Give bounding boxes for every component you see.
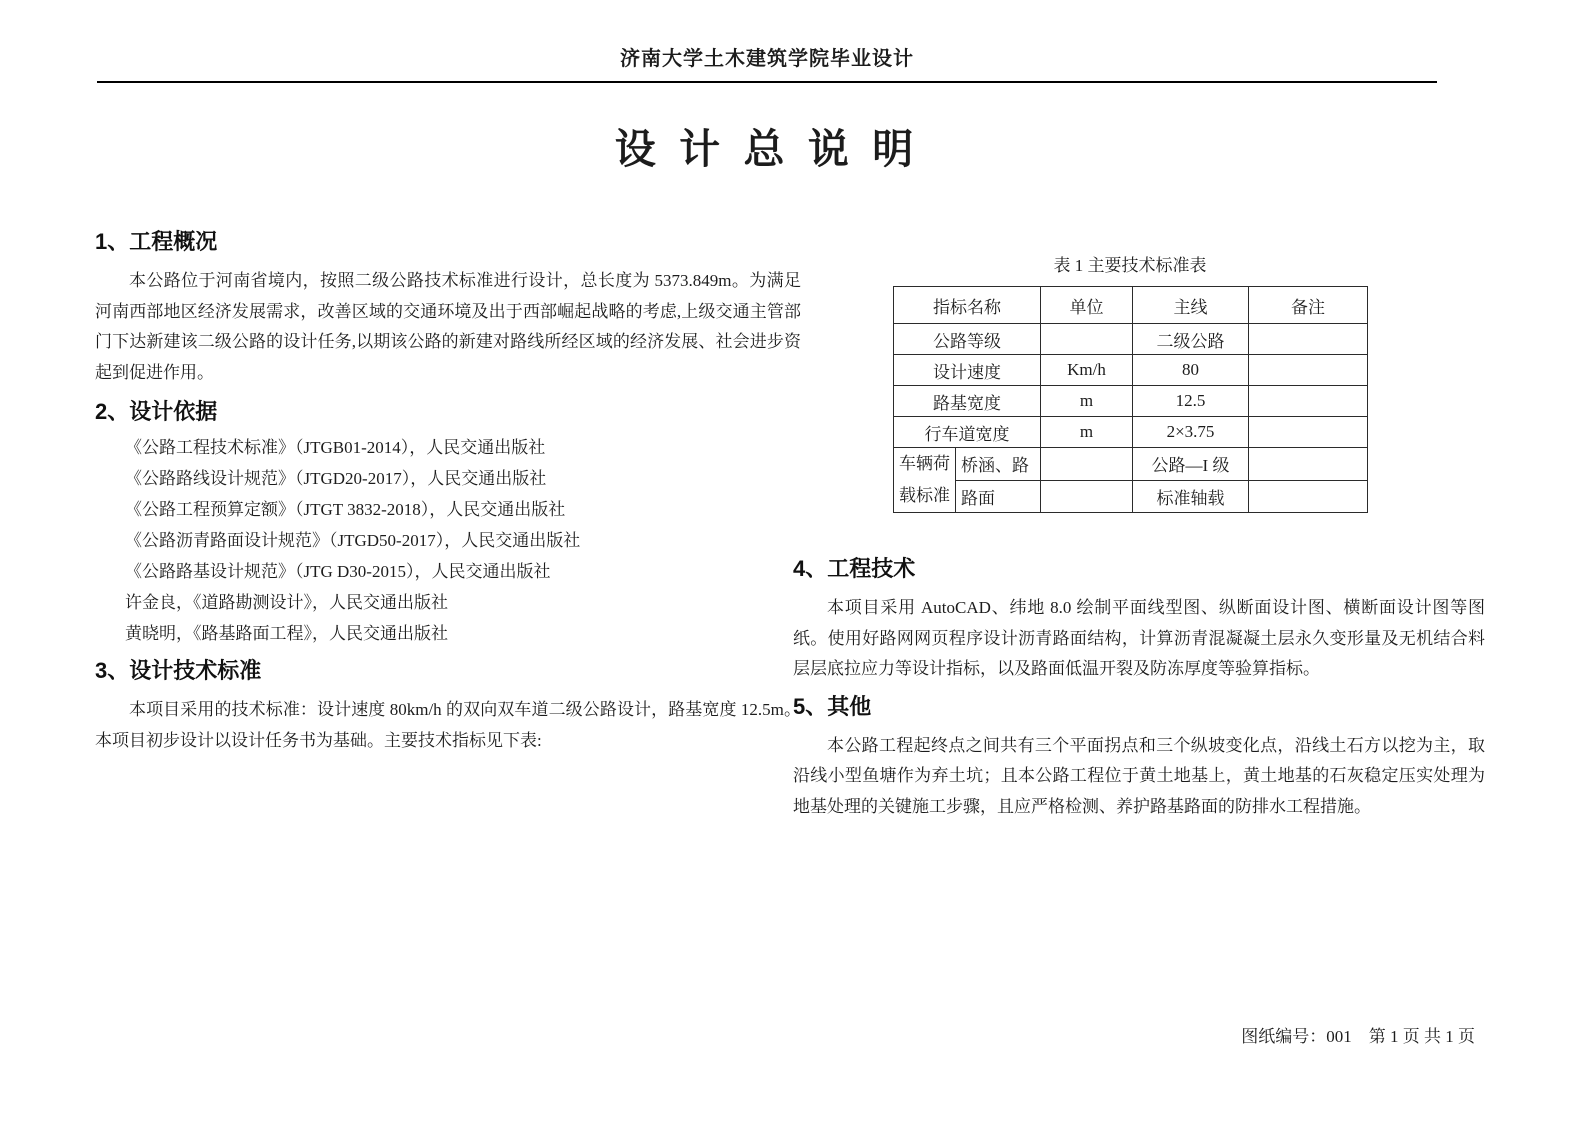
- reference-item: 《公路路基设计规范》（JTG D30-2015），人民交通出版社: [125, 562, 551, 581]
- load-label-line: 车辆荷: [899, 454, 950, 473]
- table-cell: [1041, 480, 1133, 513]
- section-4-heading: 4、工程技术: [793, 556, 916, 581]
- reference-item: 黄晓明，《路基路面工程》，人民交通出版社: [125, 624, 448, 643]
- table-cell: 行车道宽度: [894, 417, 1041, 448]
- table-cell: [1249, 386, 1368, 417]
- table-header-cell: 单位: [1041, 287, 1133, 324]
- table-cell: 2×3.75: [1133, 417, 1249, 448]
- reference-item: 许金良，《道路勘测设计》，人民交通出版社: [125, 593, 448, 612]
- table-cell: m: [1041, 417, 1133, 448]
- table-cell-load-label: [894, 448, 956, 513]
- table-cell: [1249, 448, 1368, 481]
- header-divider: [97, 81, 1437, 83]
- table-cell: 桥涵、路: [956, 448, 1041, 481]
- table-row: [894, 480, 1368, 513]
- table-cell: [1249, 480, 1368, 513]
- tech-standards-table: [893, 286, 1368, 513]
- page-title: 设 计 总 说 明: [614, 126, 920, 172]
- load-label-line: 载标准: [899, 486, 950, 505]
- table-row: [894, 386, 1368, 417]
- table-header-cell: 主线: [1133, 287, 1249, 324]
- table-row: [894, 448, 1368, 481]
- table-row: [894, 417, 1368, 448]
- section-5-paragraph: 本公路工程起终点之间共有三个平面拐点和三个纵坡变化点，沿线土石方以挖为主，取沿线小型鱼塘作为弃土坑；且本公路工程位于黄土地基上，黄土地基的石灰稳定压实处理为地基处理的关键施工步骤，且应严格检测、养护路基路面的防排水工程措施。: [793, 735, 1485, 816]
- table-cell: [1249, 417, 1368, 448]
- left-column: [95, 228, 801, 756]
- reference-item: 《公路沥青路面设计规范》（JTGD50-2017），人民交通出版社: [125, 531, 581, 550]
- table-cell: 路面: [956, 480, 1041, 513]
- section-4-paragraph: 本项目采用 AutoCAD、纬地 8.0 绘制平面线型图、纵断面设计图、横断面设计图等图纸。使用好路网网页程序设计沥青路面结构，计算沥青混凝凝土层永久变形量及无机结合料层层底拉应力等设计指标，以及路面低温开裂及防冻厚度等验算指标。: [793, 598, 1485, 678]
- table-cell: 标准轴载: [1133, 480, 1249, 513]
- reference-list: [95, 432, 801, 649]
- table-cell: 设计速度: [894, 355, 1041, 386]
- section-3-paragraph: 本项目采用的技术标准：设计速度 80km/h 的双向双车道二级公路设计，路基宽度 12.5m。本项目初步设计以设计任务书为基础。主要技术指标见下表:: [95, 700, 801, 750]
- table-header-cell: 备注: [1249, 287, 1368, 324]
- table-row: [894, 355, 1368, 386]
- section-1-paragraph: 本公路位于河南省境内，按照二级公路技术标准进行设计，总长度为 5373.849m。为满足河南西部地区经济发展需求，改善区域的交通环境及出于西部崛起战略的考虑,上级交通主管部门下达新建该二级公路的设计任务,以期该公路的新建对路线所经区域的经济发展、社会进步资起到促进作用。: [95, 271, 801, 382]
- table-cell: Km/h: [1041, 355, 1133, 386]
- table-cell: 二级公路: [1133, 324, 1249, 355]
- reference-item: 《公路工程预算定额》（JTGT 3832-2018），人民交通出版社: [125, 500, 566, 519]
- table-row: [894, 324, 1368, 355]
- table-cell: 12.5: [1133, 386, 1249, 417]
- sheet-number-footer: 图纸编号：001 第 1 页 共 1 页: [1241, 1027, 1475, 1046]
- table-cell: m: [1041, 386, 1133, 417]
- reference-item: 《公路工程技术标准》（JTGB01-2014），人民交通出版社: [125, 438, 546, 457]
- right-column: [793, 254, 1485, 822]
- table-cell: [1249, 355, 1368, 386]
- table-header-row: [894, 287, 1368, 324]
- table-header-cell: 指标名称: [894, 287, 1041, 324]
- table-cell: [1041, 448, 1133, 481]
- table-cell: 路基宽度: [894, 386, 1041, 417]
- table-cell: 公路等级: [894, 324, 1041, 355]
- table-cell: 80: [1133, 355, 1249, 386]
- table-cell: [1041, 324, 1133, 355]
- section-5-heading: 5、其他: [793, 693, 872, 719]
- reference-item: 《公路路线设计规范》（JTGD20-2017），人民交通出版社: [125, 469, 547, 488]
- table-cell: [1249, 324, 1368, 355]
- section-1-heading: 1、工程概况: [95, 229, 218, 254]
- table-title: 表 1 主要技术标准表: [1053, 256, 1207, 275]
- section-2-heading: 2、设计依据: [95, 399, 218, 424]
- table-cell: 公路—I 级: [1133, 448, 1249, 481]
- document-header: 济南大学土木建筑学院毕业设计: [620, 48, 914, 70]
- section-3-heading: 3、设计技术标准: [95, 658, 262, 683]
